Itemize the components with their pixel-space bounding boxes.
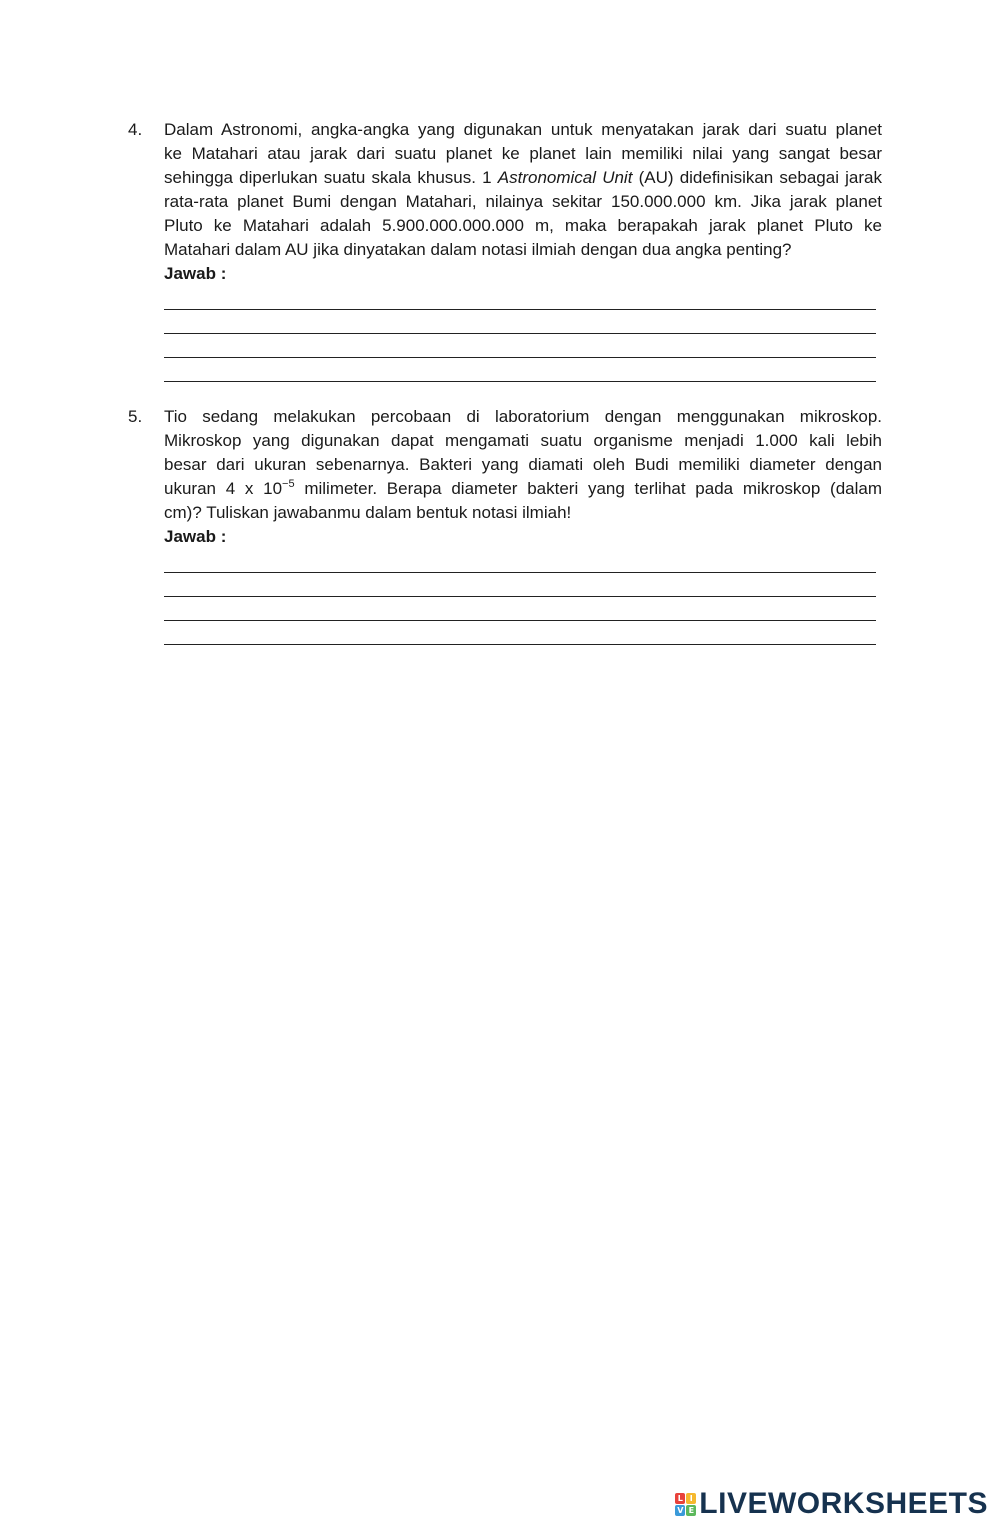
logo-square: V <box>677 1505 684 1515</box>
question-line: Matahari dalam AU jika dinyatakan dalam notasi ilmiah dengan dua angka penting? <box>164 240 792 259</box>
answer-area[interactable] <box>128 549 882 645</box>
answer-line[interactable] <box>164 597 876 621</box>
question-line: Pluto ke Matahari adalah 5.900.000.000.000 m, maka berapakah jarak planet Pluto ke <box>164 216 882 235</box>
logo-square: I <box>686 1493 696 1504</box>
question-line: Mikroskop yang digunakan dapat mengamati suatu organisme menjadi 1.000 kali lebih <box>164 431 882 450</box>
question-number: 5. <box>128 407 143 426</box>
question-line: cm)? Tuliskan jawabanmu dalam bentuk notasi ilmiah! <box>164 503 572 522</box>
question-5 <box>128 405 882 645</box>
question-line <box>164 166 882 190</box>
logo-square: L <box>675 1493 685 1504</box>
logo-text: LIVEWORKSHEETS <box>699 1487 988 1520</box>
answer-line[interactable] <box>164 621 876 645</box>
italic-term: Astronomical Unit <box>497 168 633 187</box>
answer-label: Jawab : <box>164 527 227 546</box>
question-line: rata-rata planet Bumi dengan Matahari, nilainya sekitar 150.000.000 km. Jika jarak planet <box>164 192 882 211</box>
text-segment: ukuran 4 x 10 <box>164 479 283 498</box>
answer-area[interactable] <box>128 286 882 382</box>
question-line: besar dari ukuran sebenarnya. Bakteri yang diamati oleh Budi memiliki diameter dengan <box>164 455 882 474</box>
answer-line[interactable] <box>164 286 876 310</box>
question-line <box>164 477 882 501</box>
logo-mark-icon <box>675 1493 696 1516</box>
text-segment: (AU) didefinisikan sebagai jarak <box>632 168 882 187</box>
liveworksheets-logo <box>675 1487 988 1521</box>
question-line: ke Matahari atau jarak dari suatu planet ke planet lain memiliki nilai yang sangat besar <box>164 144 882 163</box>
text-segment: sehingga diperlukan suatu skala khusus. 1 <box>164 168 498 187</box>
text-segment: milimeter. Berapa diameter bakteri yang terlihat pada mikroskop (dalam <box>294 479 883 498</box>
question-line: Dalam Astronomi, angka-angka yang digunakan untuk menyatakan jarak dari suatu planet <box>164 120 882 139</box>
question-text <box>164 118 882 262</box>
answer-line[interactable] <box>164 334 876 358</box>
logo-square: E <box>686 1505 696 1516</box>
answer-line[interactable] <box>164 358 876 382</box>
question-text <box>164 405 882 525</box>
answer-line[interactable] <box>164 549 876 573</box>
exponent: −5 <box>282 478 295 490</box>
answer-line[interactable] <box>164 573 876 597</box>
question-4 <box>128 118 882 382</box>
question-line: Tio sedang melakukan percobaan di laboratorium dengan menggunakan mikroskop. <box>164 407 882 426</box>
question-number: 4. <box>128 120 143 139</box>
answer-label: Jawab : <box>164 264 227 283</box>
answer-line[interactable] <box>164 310 876 334</box>
